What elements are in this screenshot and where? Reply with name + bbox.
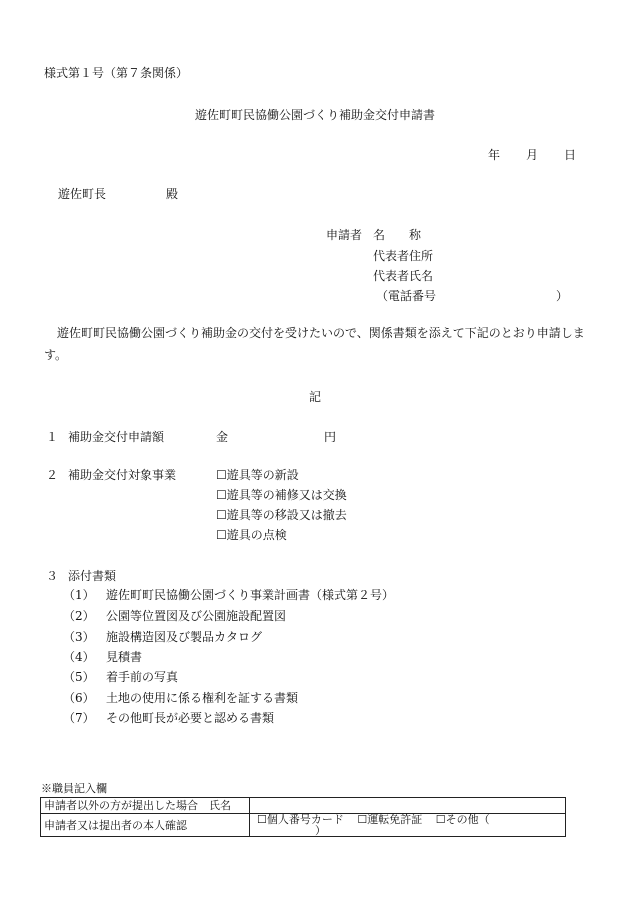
page-title: 遊佐町町民協働公園づくり補助金交付申請書 [194,108,435,122]
doc-text: 施設構造図及び製品カタログ [106,630,263,644]
item-3-number: ３ [46,569,59,583]
phone-label: （電話番号 [376,289,437,303]
rep-address-label: 代表者住所 [373,249,434,263]
ki-heading: 記 [308,390,321,404]
submitter-name-field[interactable] [250,798,566,814]
project-option-relocate[interactable]: ☐遊具等の移設又は撤去 [216,508,347,522]
submitter-name-label: 申請者以外の方が提出した場合 氏名 [41,798,250,814]
id-option-my-number-card[interactable]: ☐個人番号カード [257,813,344,826]
project-option-repair[interactable]: ☐遊具等の補修又は交換 [216,488,347,502]
doc-text: 公園等位置図及び公園施設配置図 [106,609,287,623]
date-day: 日 [564,148,577,162]
date-month: 月 [526,148,539,162]
project-option-new[interactable]: ☐遊具等の新設 [216,468,299,482]
date-year: 年 [488,148,501,162]
body-text: 遊佐町町民協働公園づくり補助金の交付を受けたいので、関係書類を添えて下記のとおり申請します。 [44,326,585,362]
doc-number: （1） [63,588,95,602]
doc-number: （7） [63,711,95,725]
doc-text: その他町長が必要と認める書類 [106,711,275,725]
doc-text: 土地の使用に係る権利を証する書類 [106,691,299,705]
applicant-name-label: 名 称 [373,228,422,242]
id-option-drivers-license[interactable]: ☐運転免許証 [357,813,423,826]
staff-section-heading: ※職員記入欄 [41,782,107,795]
table-row [41,814,566,837]
form-number: 様式第１号（第７条関係） [44,66,189,80]
doc-text: 見積書 [106,650,143,664]
identity-check-label: 申請者又は提出者の本人確認 [41,814,250,837]
doc-text: 着手前の写真 [106,670,179,684]
item-1-number: １ [46,430,59,444]
rep-name-label: 代表者氏名 [373,269,434,283]
staff-entry-table [40,797,566,837]
applicant-label: 申請者 [326,228,363,242]
item-2-number: ２ [46,468,59,482]
phone-close: ） [556,289,569,303]
doc-number: （3） [63,630,95,644]
doc-number: （4） [63,650,95,664]
item-3-label: 添付書類 [68,569,117,583]
project-option-inspection[interactable]: ☐遊具の点検 [216,528,287,542]
table-row [41,798,566,814]
doc-text: 遊佐町町民協働公園づくり事業計画書（様式第２号） [106,588,395,602]
addressee-honorific: 殿 [166,187,179,201]
addressee-name: 遊佐町長 [58,187,107,201]
id-option-other[interactable]: ☐その他（ [435,813,490,826]
doc-number: （5） [63,670,95,684]
id-option-other-close: ） [315,824,326,837]
doc-number: （2） [63,609,95,623]
doc-number: （6） [63,691,95,705]
identity-check-options [250,814,566,837]
item-1-kin: 金 [216,430,229,444]
item-2-label: 補助金交付対象事業 [68,468,177,482]
item-1-label: 補助金交付申請額 [68,430,165,444]
item-1-yen: 円 [324,430,337,444]
